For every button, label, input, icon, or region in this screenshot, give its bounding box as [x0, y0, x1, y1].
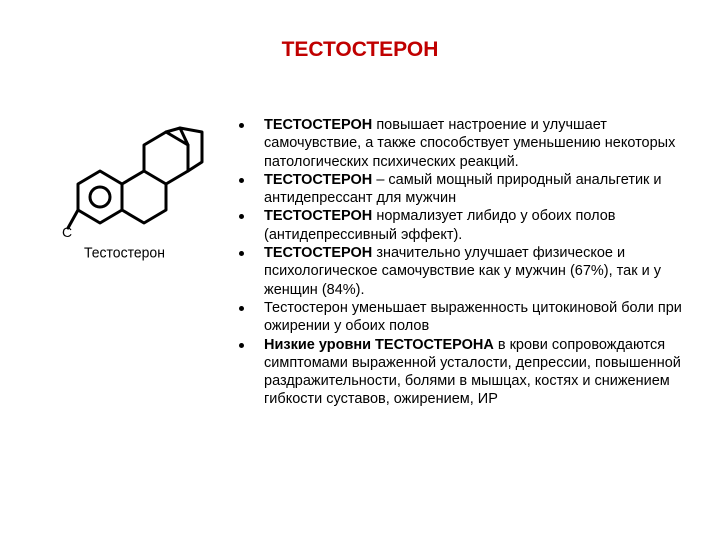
bullet-bold-text: ТЕСТОСТЕРОН — [264, 245, 373, 262]
atom-label-c: C — [62, 224, 73, 240]
ring-a — [78, 171, 122, 223]
bullet-item — [236, 336, 696, 409]
bullet-list — [236, 116, 696, 409]
bullet-dot-icon — [239, 123, 244, 128]
bullet-item — [236, 244, 696, 299]
bullet-dot-icon — [239, 178, 244, 183]
bullet-text: повышает настроение и улучшает самочувствие, а также способствует уменьшению некоторых патологических психических реакций. — [264, 117, 676, 170]
bullet-item — [236, 299, 696, 336]
molecule-caption: Тестостерон — [84, 243, 165, 261]
ring-a-aromatic-circle — [90, 187, 110, 207]
bullet-item — [236, 207, 696, 244]
ring-b — [122, 171, 166, 223]
bullet-text: значительно улучшает физическое и психологическое самочувствие как у мужчин (67%), так и у женщин (84%). — [264, 245, 661, 298]
bullet-item — [236, 116, 696, 171]
bullet-item — [236, 171, 696, 208]
bullet-bold-text: ТЕСТОСТЕРОН — [264, 117, 373, 133]
bullet-text: Тестостерон уменьшает выраженность цитокиновой боли при ожирении у обоих полов — [264, 299, 682, 335]
bullet-text: – самый мощный природный анальгетик и антидепрессант для мужчин — [264, 171, 662, 207]
bullet-text: нормализует либидо у обоих полов (антидепрессивный эффект). — [264, 208, 616, 243]
bullet-dot-icon — [239, 214, 244, 219]
bullet-bold-text: ТЕСТОСТЕРОН — [264, 208, 373, 225]
slide-title: ТЕСТОСТЕРОН — [281, 38, 439, 61]
bullet-bold-text: ТЕСТОСТЕРОН — [264, 171, 373, 188]
bullet-dot-icon — [239, 306, 244, 311]
bullet-dot-icon — [239, 343, 244, 348]
bullet-dot-icon — [239, 251, 244, 256]
bullet-bold-text: Низкие уровни ТЕСТОСТЕРОНА — [264, 336, 494, 353]
bullet-text: в крови сопровождаются симптомами выраженной усталости, депрессии, повышенной раздражительности, болями в мышцах, костях и снижением гибкости суставов, ожирением, ИР — [264, 336, 681, 408]
